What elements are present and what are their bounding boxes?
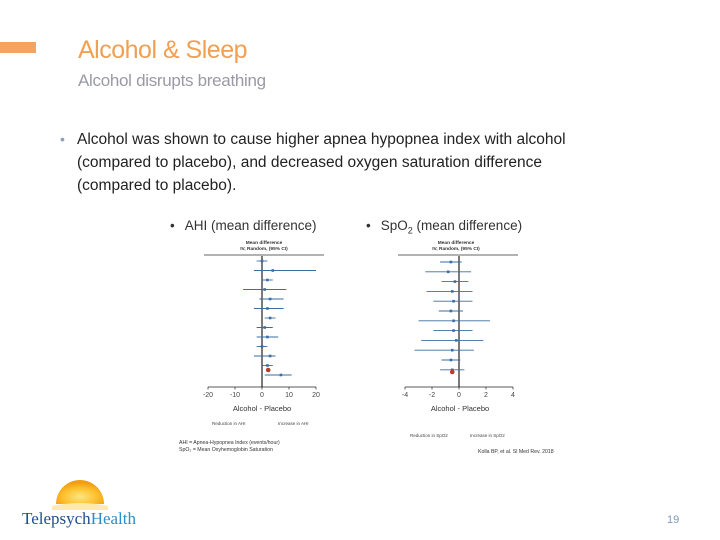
footnote-ahi: AHI = Apnea-Hypopnea Index (events/hour) xyxy=(179,440,280,446)
x-tick-label: -4 xyxy=(401,392,409,399)
study-point xyxy=(261,260,264,263)
study-point xyxy=(263,288,266,291)
study-point xyxy=(272,269,275,272)
ahi-bullet-icon: • xyxy=(170,218,175,233)
x-tick-label: -20 xyxy=(202,392,214,399)
x-tick-label: -2 xyxy=(428,392,436,399)
ahi-left-note: Reduction in AHI xyxy=(212,421,246,426)
spo2-x-axis-label: Alcohol - Placebo xyxy=(430,404,490,413)
footnote-spo2: SpO₂ = Mean Oxyhemoglobin Saturation xyxy=(179,447,273,453)
ahi-title-text: AHI (mean difference) xyxy=(184,218,317,233)
footnotes xyxy=(179,440,280,454)
study-point xyxy=(280,374,283,377)
x-tick-label: 4 xyxy=(511,392,515,399)
ahi-header-line2: IV, Random, (95% CI) xyxy=(240,247,288,252)
study-point xyxy=(266,364,269,367)
accent-bar xyxy=(0,42,36,53)
spo2-header-line1: Mean difference xyxy=(437,241,475,246)
spo2-plot-title xyxy=(366,218,522,236)
spo2-title-rest: (mean difference) xyxy=(412,218,523,233)
study-point xyxy=(454,280,457,283)
study-point xyxy=(452,320,455,323)
ahi-header-line1: Mean difference xyxy=(245,241,283,246)
study-point xyxy=(263,326,266,329)
study-point xyxy=(455,339,458,342)
study-point xyxy=(269,317,272,320)
telepsychhealth-logo xyxy=(22,509,136,529)
spo2-forest-plot xyxy=(396,236,528,416)
slide-subtitle: Alcohol disrupts breathing xyxy=(78,71,266,90)
study-point xyxy=(450,359,453,362)
spo2-left-note: Reduction in SpO2 xyxy=(410,433,448,438)
logo-part2: Health xyxy=(90,509,137,528)
study-point xyxy=(269,298,272,301)
bullet-dot-icon: • xyxy=(60,131,65,147)
x-tick-label: 10 xyxy=(285,392,293,399)
page-number: 19 xyxy=(667,514,680,526)
x-tick-label: 0 xyxy=(260,392,264,399)
logo-part1: Telepsych xyxy=(22,509,91,528)
x-tick-label: 0 xyxy=(457,392,461,399)
ahi-forest-plot xyxy=(196,236,328,416)
study-point xyxy=(447,271,450,274)
study-point xyxy=(266,307,269,310)
study-point xyxy=(450,261,453,264)
study-point xyxy=(266,336,269,339)
study-point xyxy=(450,310,453,313)
citation: Kolla BP, et al. Sl Med Rev. 2018 xyxy=(478,449,554,455)
ahi-x-axis-label: Alcohol - Placebo xyxy=(232,404,292,413)
sun-logo-icon xyxy=(52,470,108,510)
spo2-header-line2: IV, Random, (95% CI) xyxy=(432,247,480,252)
spo2-right-note: Increase in SpO2 xyxy=(470,433,505,438)
study-point xyxy=(452,300,455,303)
study-point xyxy=(266,279,269,282)
x-tick-label: 2 xyxy=(484,392,488,399)
bullet-text: Alcohol was shown to cause higher apnea hypopnea index with alcohol (compared to placebo), and decreased oxygen saturation difference (compared to placebo). xyxy=(77,131,566,194)
pooled-estimate xyxy=(266,368,271,373)
study-point xyxy=(269,355,272,358)
pooled-estimate xyxy=(450,370,455,375)
slide-title: Alcohol & Sleep xyxy=(78,36,248,64)
ahi-plot-title xyxy=(170,218,317,233)
spo2-title-main: SpO xyxy=(380,218,408,233)
study-point xyxy=(261,345,264,348)
x-tick-label: -10 xyxy=(229,392,241,399)
study-point xyxy=(451,290,454,293)
study-point xyxy=(451,349,454,352)
bullet-list xyxy=(60,128,620,197)
spo2-bullet-icon: • xyxy=(366,218,371,233)
ahi-right-note: Increase in AHI xyxy=(278,421,309,426)
spo2-title-sub: 2 xyxy=(407,225,413,236)
study-point xyxy=(452,329,455,332)
x-tick-label: 20 xyxy=(312,392,320,399)
